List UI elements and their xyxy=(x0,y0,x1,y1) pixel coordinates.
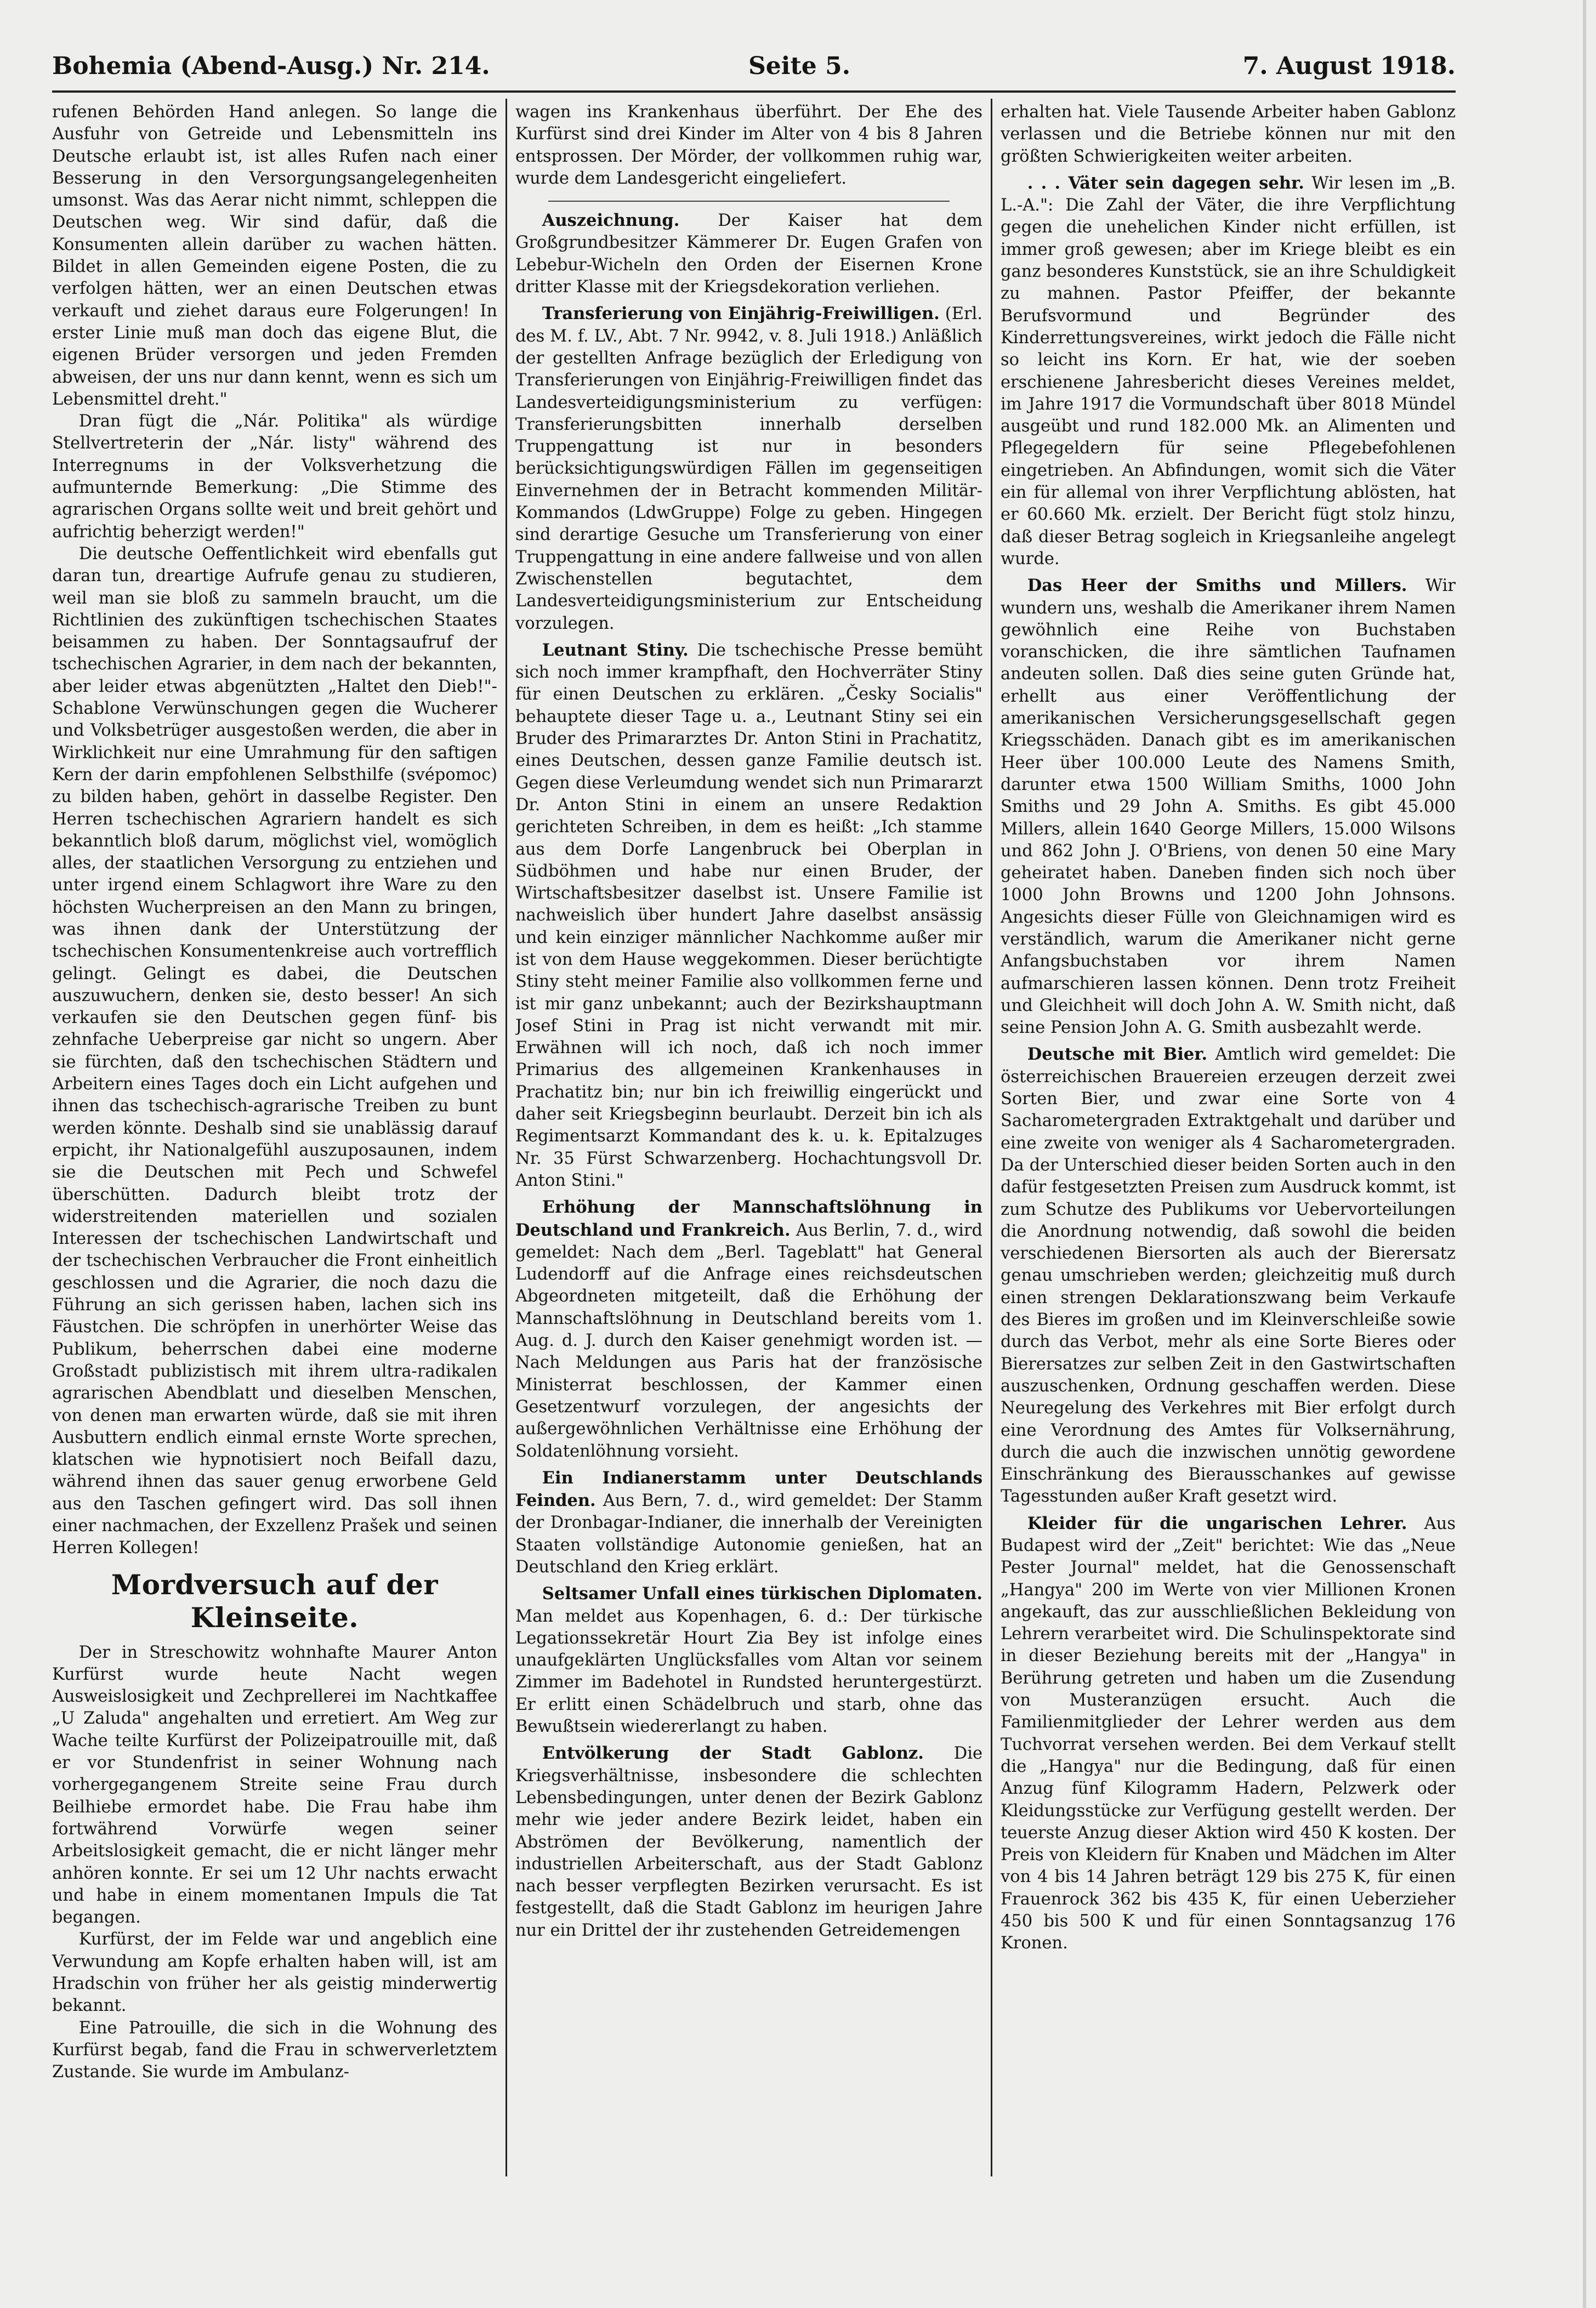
news-item xyxy=(1001,172,1456,570)
header-rule xyxy=(52,90,1456,93)
news-item-title: Transferierung von Einjährig-Freiwilligen. xyxy=(542,304,940,324)
news-item-body: Amtlich wird gemeldet: Die österreichischen Brauereien erzeugen derzeit zwei Sorten Bier, und zwar eine Sorte von 4 Sacharometergraden Extraktgehalt und darüber und eine zweite von weniger als 4 Sacharometergraden. Da der Unterschied dieser beiden Sorten auch in den dafür festgesetzten Preisen zum Ausdruck kommt, ist zum Schutze des Publikums vor Uebervorteilungen die Anordnung notwendig, daß sowohl die beiden verschiedenen Biersorten als auch der Bierersatz genau umschrieben werden; gleichzeitig muß durch einen strengen Deklarationszwang beim Verkaufe des Bieres im großen und im Kleinverschleiße sowie durch das Verbot, mehr als eine Sorte Bieres oder Bierersatzes zur selben Zeit in den Gastwirtschaften auszuschenken, Ordnung geschaffen werden. Diese Neuregelung des Verkehres mit Bier erfolgt durch eine Verordnung des Amtes für Volksernährung, durch die auch die inzwischen unnötig gewordene Einschränkung des Bierausschankes auf gewisse Tagesstunden außer Kraft gesetzt wird. xyxy=(1001,1045,1456,1507)
news-item-body: Die Kriegsverhältnisse, insbesondere die schlechten Lebensbedingungen, unter denen der Bezirk Gablonz mehr wie jeder andere Bezirk leidet, haben ein Abströmen der Bevölkerung, namentlich der industriellen Arbeiterschaft, aus der Stadt Gablonz nach besser verpflegten Bezirken verursacht. Es ist festgestellt, daß die Stadt Gablonz im heurigen Jahre nur ein Drittel der ihr zustehenden Getreidemengen xyxy=(515,1744,982,1940)
page-header xyxy=(52,52,1456,85)
section-separator xyxy=(548,193,950,202)
news-item xyxy=(515,1742,982,1942)
news-item-body: Der Kaiser hat dem Großgrundbesitzer Kämmerer Dr. Eugen Grafen von Lebebur-Wicheln den Orden der Eisernen Krone dritter Klasse mit der Kriegsdekoration verliehen. xyxy=(515,211,982,297)
news-item-title: Ein Indianerstamm unter Deutschlands Feinden. xyxy=(515,1468,982,1511)
news-item xyxy=(515,1196,982,1463)
article-paragraph: erhalten hat. Viele Tausende Arbeiter haben Gablonz verlassen und die Betriebe können nur mit den größten Schwierigkeiten weiter arbeiten. xyxy=(1001,103,1456,166)
article-paragraph: Eine Patrouille, die sich in die Wohnung des Kurfürst begab, fand die Frau in schwerverletztem Zustande. Sie wurde im Ambulanz- xyxy=(52,2018,497,2082)
news-item-title: Erhöhung der Mannschaftslöhnung in Deutschland und Frankreich. xyxy=(515,1197,982,1240)
article-paragraph: rufenen Behörden Hand anlegen. So lange die Ausfuhr von Getreide und Lebensmitteln ins Deutsche erlaubt ist, ist alles Rufen nach einer Besserung in den Versorgungsangelegenheiten umsonst. Was das Aerar nicht nimmt, schleppen die Deutschen weg. Wir sind dafür, daß die Konsumenten allein darüber zu wachen hätten. Bildet in allen Gemeinden eigene Posten, die zu verfolgen hätten, wer an einen Deutschen etwas verkauft und ziehet daraus eure Folgerungen! In erster Linie muß man doch das eigene Blut, die eigenen Brüder versorgen und jeden Fremden abweisen, der uns nur dann kennt, wenn es sich um Lebensmittel dreht." xyxy=(52,103,497,409)
news-item-body: Die tschechische Presse bemüht sich noch immer krampfhaft, den Hochverräter Stiny für einen Deutschen zu erklären. „Česky Socialis" behauptete dieser Tage u. a., Leutnant Stiny sei ein Bruder des Primararztes Dr. Anton Stini in Prachatitz, eines Deutschen, dessen ganze Familie deutsch ist. Gegen diese Verleumdung wendet sich nun Primararzt Dr. Anton Stini in einem an unsere Redaktion gerichteten Schreiben, in dem es heißt: „Ich stamme aus dem Dorfe Langenbruck bei Oberplan in Südböhmen und habe nur einen Bruder, der Wirtschaftsbesitzer daselbst ist. Unsere Familie ist nachweislich über hundert Jahre daselbst ansässig und kein einziger männlicher Nachkomme außer mir ist von dem Hause weggekommen. Dieser berüchtigte Stiny steht meiner Familie also vollkommen ferne und ist mir ganz unbekannt; auch der Bezirkshauptmann Josef Stini in Prag ist nicht verwandt mit mir. Erwähnen will ich noch, daß ich noch immer Primarius des allgemeinen Krankenhauses in Prachatitz bin; nur bin ich freiwillig eingerückt und daher seit Kriegsbeginn beurlaubt. Derzeit bin ich als Regimentsarzt Kommandant des k. u. k. Epitalzuges Nr. 35 Fürst Schwarzenberg. Hochachtungsvoll Dr. Anton Stini." xyxy=(515,640,982,1190)
news-item-body: Aus Bern, 7. d., wird gemeldet: Der Stamm der Dronbagar-Indianer, die innerhalb der Vereinigten Staaten vollständige Autonomie genießen, hat an Deutschland den Krieg erklärt. xyxy=(515,1491,982,1577)
news-item-body: (Erl. des M. f. LV., Abt. 7 Nr. 9942, v. 8. Juli 1918.) Anläßlich der gestellten Anfrage bezüglich der Erledigung von Transferierungen von Einjährig-Freiwilligen findet das Landesverteidigungsministerium zu verfügen: Transferierungsbitten innerhalb derselben Truppengattung ist nur in besonders berücksichtigungswürdigen Fällen im gegenseitigen Einvernehmen der in Betracht kommenden Militär-Kommandos (LdwGruppe) Folge zu geben. Hingegen sind derartige Gesuche um Transferierung von einer Truppengattung in eine andere fallweise und von allen Zwischenstellen begutachtet, dem Landesverteidigungsministerium zur Entscheidung vorzulegen. xyxy=(515,304,982,633)
news-item-title: Das Heer der Smiths und Millers. xyxy=(1027,576,1407,596)
article-heading: Mordversuch auf der Kleinseite. xyxy=(111,1568,439,1634)
news-item-title: Leutnant Stiny. xyxy=(542,640,689,660)
news-item-title: Entvölkerung der Stadt Gablonz. xyxy=(542,1743,924,1764)
news-item xyxy=(515,209,982,298)
news-item xyxy=(515,303,982,634)
news-item-body: Wir wundern uns, weshalb die Amerikaner ihrem Namen gewöhnlich eine Reihe von Buchstaben voranschicken, die ihre sämtlichen Taufnamen andeuten sollen. Daß dies seine guten Gründe hat, erhellt aus einer Veröffentlichung der amerikanischen Versicherungsgesellschaft gegen Kriegsschäden. Danach gibt es im amerikanischen Heer über 100.000 Leute des Namens Smith, darunter etwa 1500 William Smiths, 1000 John Smiths und 29 John A. Smiths. Es gibt 45.000 Millers, allein 1640 George Millers, 15.000 Wilsons und 862 John J. O'Briens, von denen 50 eine Mary geheiratet haben. Daneben finden sich noch über 1000 John Browns und 1200 John Johnsons. Angesichts dieser Fülle von Gleichnamigen wird es verständlich, warum die Amerikaner nicht gerne Anfangsbuchstaben vor ihrem Namen aufmarschieren lassen können. Denn trotz Freiheit und Gleichheit will doch John A. W. Smith nicht, daß seine Pension John A. G. Smith ausbezahlt werde. xyxy=(1001,576,1456,1038)
news-item-title: Kleider für die ungarischen Lehrer. xyxy=(1027,1513,1407,1533)
news-item-title: Auszeichnung. xyxy=(542,211,680,231)
news-item-body: Aus Berlin, 7. d., wird gemeldet: Nach dem „Berl. Tageblatt" hat General Ludendorff auf die Anfrage eines reichsdeutschen Abgeordneten mitgeteilt, daß die Erhöhung der Mannschaftslöhnung in Deutschland bereits vom 1. Aug. d. J. durch den Kaiser genehmigt worden ist. — Nach Meldungen aus Paris hat der französische Ministerrat beschlossen, der Kammer einen Gesetzentwurf vorzulegen, der angesichts der außergewöhnlichen Verhältnisse eine Erhöhung der Soldatenlöhnung vorsieht. xyxy=(515,1220,982,1461)
news-item-title: . . . Väter sein dagegen sehr. xyxy=(1027,173,1304,193)
column-divider-1 xyxy=(506,99,507,2176)
news-item-title: Seltsamer Unfall eines türkischen Diplomaten. xyxy=(542,1584,982,1604)
column-1 xyxy=(52,101,497,2179)
article-paragraph: wagen ins Krankenhaus überführt. Der Ehe des Kurfürst sind drei Kinder im Alter von 4 bis 8 Jahren entsprossen. Der Mörder, der vollkommen ruhig war, wurde dem Landesgericht eingeliefert. xyxy=(515,103,982,188)
column-2 xyxy=(515,101,982,2179)
news-item-title: Deutsche mit Bier. xyxy=(1027,1044,1208,1065)
header-masthead: Bohemia (Abend-Ausg.) Nr. 214. xyxy=(52,52,490,80)
news-item xyxy=(1001,1513,1456,1955)
article-paragraph: Der in Streschowitz wohnhafte Maurer Anton Kurfürst wurde heute Nacht wegen Ausweislosigkeit und Zechprellerei im Nachtkaffee „U Zaluda" angehalten und erretiert. Am Weg zur Wache teilte Kurfürst der Polizeipatrouille mit, daß er vor Stundenfrist in seiner Wohnung nach vorhergegangenem Streite seine Frau durch Beilhiebe ermordet habe. Die Frau habe ihm fortwährend Vorwürfe wegen seiner Arbeitslosigkeit gemacht, die er nicht länger mehr anhören konnte. Er sei um 12 Uhr nachts erwacht und habe in einem momentanen Impuls die Tat begangen. xyxy=(52,1642,497,1928)
scan-edge xyxy=(1583,0,1586,2308)
news-item xyxy=(515,1467,982,1578)
news-item xyxy=(1001,575,1456,1039)
column-divider-2 xyxy=(991,99,992,2176)
header-date: 7. August 1918. xyxy=(1242,52,1456,80)
article-paragraph: Kurfürst, der im Felde war und angeblich eine Verwundung am Kopfe erhalten haben will, ist am Hradschin von früher her als geistig minderwertig bekannt. xyxy=(52,1930,497,2016)
article-paragraph: Dran fügt die „Nár. Politika" als würdige Stellvertreterin der „Nár. listy" während des Interregnums in der Volksverhetzung die aufmunternde Bemerkung: „Die Stimme des agrarischen Organs sollte weit und breit gehört und aufrichtig beherzigt werden!" xyxy=(52,412,497,542)
news-item xyxy=(515,1583,982,1738)
header-page-number: Seite 5. xyxy=(748,52,851,80)
news-item-body: Wir lesen im „B. L.-A.": Die Zahl der Väter, die ihre Verpflichtung gegen die unehelichen Kinder nicht erfüllen, ist immer groß gewesen; aber im Kriege bleibt es ein ganz besonderes Kunststück, sie an ihre Schuldigkeit zu mahnen. Pastor Pfeiffer, der bekannte Berufsvormund und Begründer des Kinderrettungsvereines, wirkt jedoch die Fälle nicht so leicht ins Korn. Er hat, wie der soeben erschienene Jahresbericht dieses Vereines meldet, im Jahre 1917 die Vormundschaft über 8018 Mündel ausgeübt und rund 182.000 Mk. an Alimenten und Pflegegeldern für seine Pflegebefohlenen eingetrieben. An Abfindungen, womit sich die Väter ein für allemal von ihrer Verpflichtung ablösten, hat er 60.660 Mk. erzielt. Der Bericht fügt stolz hinzu, daß dieser Betrag sogleich in Kriegsanleihe angelegt wurde. xyxy=(1001,173,1456,569)
news-item-body: Aus Budapest wird der „Zeit" berichtet: Wie das „Neue Pester Journal" meldet, hat die Genossenschaft „Hangya" 200 im Werte von vier Millionen Kronen angekauft, das zur ausschließlichen Bekleidung von Lehrern verarbeitet wird. Die Schulinspektorate sind in dieser Beziehung bereits mit der „Hangya" in Berührung getreten und haben um die Zusendung von Musteranzügen ersucht. Auch die Familienmitglieder der Lehrer werden aus dem Tuchvorrat versehen werden. Bei dem Verkauf stellt die „Hangya" nur die Bedingung, daß für einen Anzug fünf Kilogramm Hadern, Pelzwerk oder Kleidungsstücke zur Verfügung gestellt werden. Der teuerste Anzug dieser Aktion wird 450 K kosten. Der Preis von Kleidern für Knaben und Mädchen im Alter von 4 bis 14 Jahren beträgt 129 bis 275 K, für einen Frauenrock 362 bis 435 K, für einen Ueberzieher 450 bis 500 K und für einen Sonntagsanzug 176 Kronen. xyxy=(1001,1514,1456,1953)
news-item xyxy=(515,639,982,1192)
article-paragraph: Die deutsche Oeffentlichkeit wird ebenfalls gut daran tun, dreartige Aufrufe genau zu studieren, weil man sie bloß zu sammeln braucht, um die Richtlinien des zukünftigen tschechischen Staates beisammen zu haben. Der Sonntagsaufruf der tschechischen Agrarier, in dem nach der bekannten, aber leider etwas abgenützten „Haltet den Dieb!"-Schablone Verwünschungen gegen die Wucherer und Volksbetrüger ausgestoßen werden, die aber in Wirklichkeit nur eine Umrahmung für den saftigen Kern der darin empfohlenen Selbsthilfe (svépomoc) zu bilden haben, gehört in dasselbe Register. Den Herren tschechischen Agrariern handelt es sich bekanntlich bloß darum, möglichst viel, womöglich alles, der staatlichen Versorgung zu entziehen und unter irgend einem Schlagwort ihre Ware zu den höchsten Wucherpreisen an den Mann zu bringen, was ihnen dank der Unterstützung der tschechischen Konsumentenkreise auch vortrefflich gelingt. Gelingt es dabei, die Deutschen auszuwuchern, denken sie, desto besser! An sich verkaufen sie den Deutschen gegen fünf- bis zehnfache Ueberpreise gar nicht so ungern. Aber sie fürchten, daß den tschechischen Städtern und Arbeitern eines Tages doch ein Licht aufgehen und ihnen das tschechisch-agrarische Treiben zu bunt werden könnte. Deshalb sind sie unablässig darauf erpicht, ihr Nationalgefühl auszuposaunen, indem sie die Deutschen mit Pech und Schwefel überschütten. Dadurch bleibt trotz der widerstreitenden materiellen und sozialen Interessen der tschechischen Landwirtschaft und der tschechischen Verbraucher die Front einheitlich geschlossen und die Agrarier, die noch dazu die Führung an sich gerissen haben, lachen sich ins Fäustchen. Die schröpfen in unerhörter Weise das Publikum, beherrschen dabei eine moderne Großstadt publizistisch mit ihrem ultra-radikalen agrarischen Abendblatt und dieselben Menschen, von denen man erwarten würde, daß sie mit ihren Ausbuttern endlich einmal ernste Worte sprechen, klatschen wie hypnotisiert noch Beifall dazu, während ihnen das sauer genug erworbene Geld aus den Taschen gefingert wird. Das soll ihnen einer nachmachen, der Exzellenz Prašek und seinen Herren Kollegen! xyxy=(52,544,497,1558)
news-item-body: Man meldet aus Kopenhagen, 6. d.: Der türkische Legationssekretär Hourt Zia Bey ist infolge eines unaufgeklärten Unglücksfalles vom Altan vor seinem Zimmer im Badehotel in Rundsted heruntergestürzt. Er erlitt einen Schädelbruch und starb, ohne das Bewußtsein wiedererlangt zu haben. xyxy=(515,1606,982,1737)
column-3 xyxy=(1001,101,1456,2179)
news-item xyxy=(1001,1043,1456,1508)
